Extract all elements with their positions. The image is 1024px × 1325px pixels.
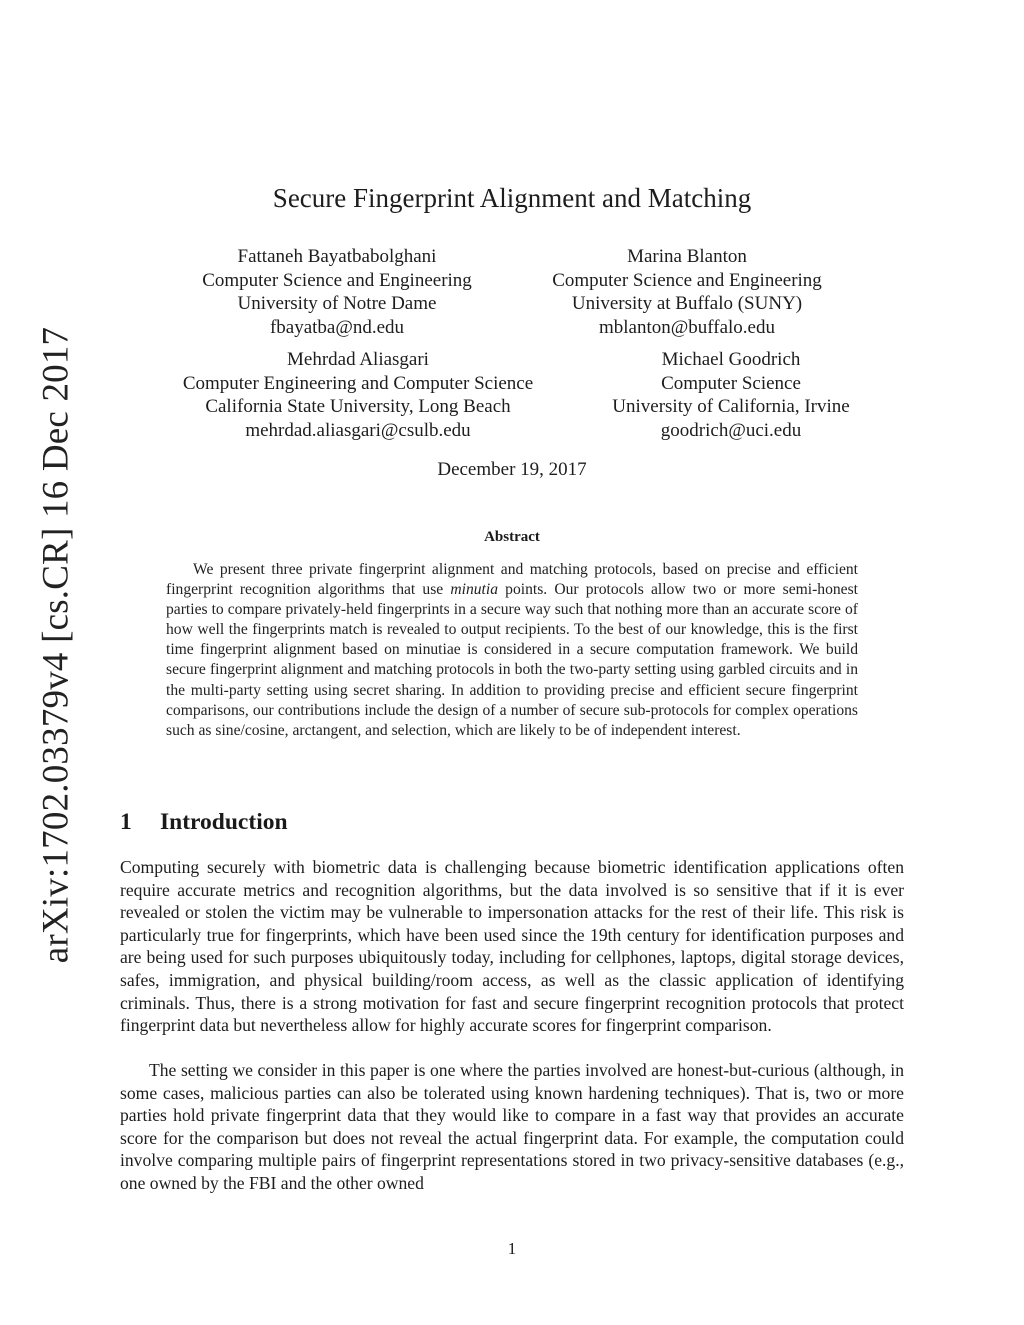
abstract-text (166, 560, 858, 741)
abstract-heading: Abstract (484, 529, 540, 545)
author-name: Fattaneh Bayatbabolghani (237, 246, 437, 267)
author-institution: University of Notre Dame (237, 293, 437, 315)
abstract-emphasis: minutia (450, 581, 499, 599)
author-email: goodrich@uci.edu (660, 419, 802, 441)
arxiv-identifier: arXiv:1702.03379v4 [cs.CR] 16 Dec 2017 (35, 326, 77, 964)
author-institution: University of California, Irvine (612, 396, 850, 418)
author-department: Computer Engineering and Computer Science (182, 372, 534, 394)
author-block-1 (187, 245, 487, 339)
author-email: fbayatba@nd.edu (269, 316, 405, 338)
section-heading (120, 809, 288, 836)
section-number: 1 (120, 809, 132, 835)
page-number: 1 (507, 1239, 517, 1258)
author-block-3 (161, 348, 555, 442)
section-title: Introduction (160, 809, 288, 835)
author-email: mehrdad.aliasgari@csulb.edu (245, 419, 471, 441)
author-institution: University at Buffalo (SUNY) (571, 293, 803, 315)
author-department: Computer Science and Engineering (202, 269, 472, 291)
author-block-2 (537, 245, 837, 339)
author-department: Computer Science (661, 372, 801, 394)
author-block-4 (599, 348, 863, 442)
paper-date: December 19, 2017 (437, 459, 587, 480)
author-name: Michael Goodrich (661, 349, 801, 370)
author-department: Computer Science and Engineering (552, 269, 822, 291)
author-name: Mehrdad Aliasgari (287, 349, 429, 370)
abstract-text-part: points. Our protocols allow two or more semi-honest parties to compare privately-held fingerprints in a secure way such that nothing more than an accurate score of how well the fingerprints match is revealed to output recipients. To the best of our knowledge, this is the first time fingerprint alignment based on minutiae is considered in a secure computation framework. We build secure fingerprint alignment and matching protocols in both the two-party setting using garbled circuits and in the multi-party setting using secret sharing. In addition to providing precise and efficient secure fingerprint comparisons, our contributions include the design of a number of secure sub-protocols for complex operations such as sine/cosine, arctangent, and selection, which are likely to be of independent interest. (166, 581, 858, 739)
abstract-text-part: We present three private fingerprint alignment and matching protocols, based on precise and efficient fingerprint recognition algorithms that use (166, 561, 858, 599)
author-institution: California State University, Long Beach (205, 396, 511, 418)
author-name: Marina Blanton (627, 246, 747, 267)
body-paragraph: Computing securely with biometric data is challenging because biometric identification applications often require accurate metrics and recognition algorithms, but the data involved is so sensitive that if it is ever revealed or stolen the victim may be vulnerable to impersonation attacks for the rest of their life. This risk is particularly true for fingerprints, which have been used since the 19th century for identification purposes and are being used for such purposes ubiquitously today, including for cellphones, laptops, digital storage devices, safes, immigration, and physical building/room access, as well as the classic application of identifying criminals. Thus, there is a strong motivation for fast and secure fingerprint recognition protocols that protect fingerprint data but nevertheless allow for highly accurate scores for fingerprint comparison. (120, 857, 904, 1036)
body-paragraph: The setting we consider in this paper is one where the parties involved are honest-but-curious (although, in some cases, malicious parties can also be tolerated using known hardening techniques). That is, two or more parties hold private fingerprint data that they would like to compare in a fast way that provides an accurate score for the comparison but does not reveal the actual fingerprint data. For example, the computation could involve comparing multiple pairs of fingerprint representations stored in two privacy-sensitive databases (e.g., one owned by the FBI and the other owned (120, 1060, 904, 1193)
paper-title: Secure Fingerprint Alignment and Matching (272, 183, 752, 213)
author-email: mblanton@buffalo.edu (599, 316, 775, 338)
